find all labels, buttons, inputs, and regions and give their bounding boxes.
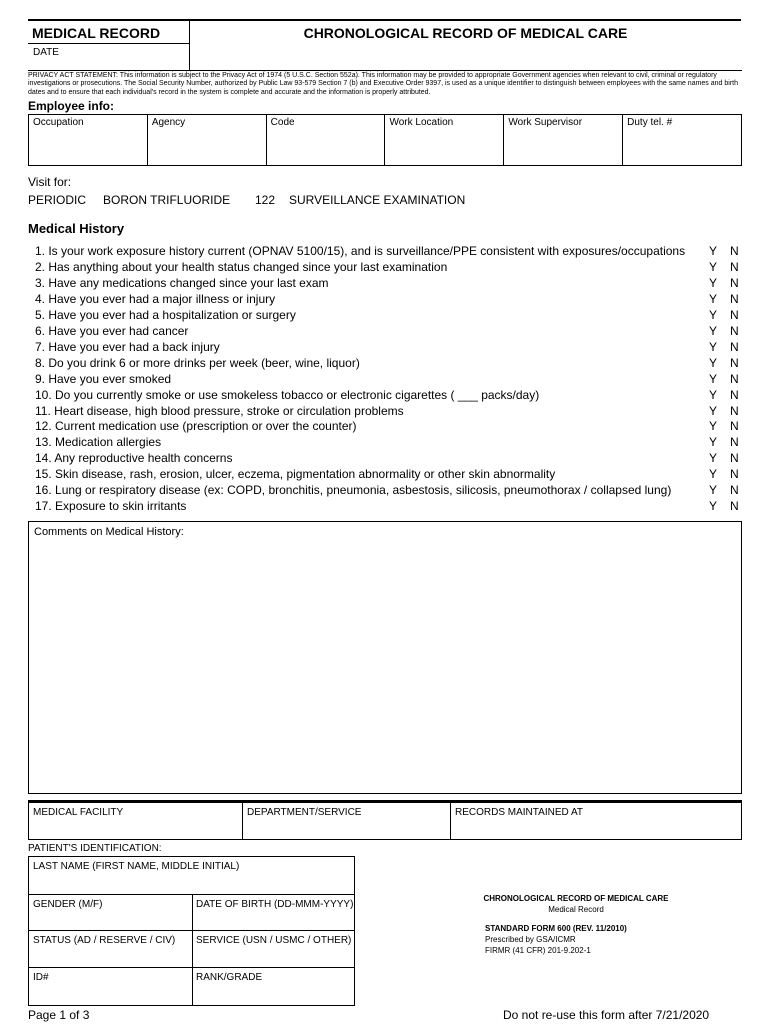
yes-option[interactable]: Y (709, 483, 718, 498)
yes-option[interactable]: Y (709, 244, 718, 258)
history-question-row (35, 419, 741, 435)
pid-rule-2 (29, 930, 354, 931)
date-field[interactable] (28, 43, 190, 71)
pid-divider (192, 894, 193, 1005)
history-question-row (35, 451, 741, 467)
history-question-text: 11. Heart disease, high blood pressure, stroke or circulation problems (35, 403, 404, 418)
yes-option[interactable]: Y (709, 259, 718, 274)
history-question-text: 10. Do you currently smoke or use smokeless tobacco or electronic cigarettes ( ___ packs/day) (35, 387, 540, 402)
yes-option[interactable]: Y (709, 371, 718, 386)
yes-option[interactable]: Y (709, 387, 718, 402)
pid-rule-3 (29, 967, 354, 968)
facility-divider-2 (450, 803, 451, 839)
comments-label: Comments on Medical History: (34, 526, 184, 538)
yes-option[interactable]: Y (709, 419, 718, 434)
no-option[interactable]: N (730, 435, 739, 450)
no-option[interactable]: N (730, 451, 739, 466)
no-option[interactable]: N (730, 371, 739, 386)
service-label: SERVICE (USN / USMC / OTHER) (196, 935, 352, 946)
history-question-row (35, 324, 741, 340)
occupation-field[interactable] (29, 115, 148, 165)
yes-option[interactable]: Y (709, 355, 718, 370)
form-title: CHRONOLOGICAL RECORD OF MEDICAL CARE (303, 25, 628, 41)
rank-label: RANK/GRADE (196, 972, 263, 983)
yes-option[interactable]: Y (709, 435, 718, 450)
yes-option[interactable]: Y (709, 323, 718, 338)
records-label: RECORDS MAINTAINED AT (455, 807, 583, 818)
history-question-row (35, 388, 741, 404)
date-label: DATE (33, 47, 59, 58)
no-option[interactable]: N (730, 339, 739, 354)
history-question-text: 15. Skin disease, rash, erosion, ulcer, eczema, pigmentation abnormality or other skin abnormality (35, 467, 556, 482)
visit-agent: BORON TRIFLUORIDE (103, 193, 231, 207)
page-number: Page 1 of 3 (28, 1008, 90, 1022)
yes-option[interactable]: Y (709, 339, 718, 354)
duty-tel-field[interactable] (623, 115, 741, 165)
work-supervisor-label: Work Supervisor (508, 117, 583, 128)
yes-option[interactable]: Y (709, 307, 718, 322)
code-field[interactable] (267, 115, 386, 165)
no-option[interactable]: N (730, 403, 739, 418)
history-question-row (35, 499, 741, 515)
department-label: DEPARTMENT/SERVICE (247, 807, 362, 818)
visit-code: 122 (255, 193, 276, 207)
reuse-notice: Do not re-use this form after 7/21/2020 (503, 1008, 710, 1022)
history-question-row (35, 308, 741, 324)
patient-id-table (28, 856, 355, 1006)
id-label: ID# (33, 972, 49, 983)
medical-history-heading: Medical History (28, 221, 125, 236)
no-option[interactable]: N (730, 483, 739, 498)
history-question-text: 14. Any reproductive health concerns (35, 451, 233, 466)
duty-tel-label: Duty tel. # (627, 117, 673, 128)
form-firmr: FIRMR (41 CFR) 201-9.202-1 (485, 946, 591, 955)
history-question-text: 1. Is your work exposure history current (OPNAV 5100/15), and is surveillance/PPE consistent with exposures/occupations (35, 244, 686, 258)
yes-option[interactable]: Y (709, 499, 718, 514)
gender-label: GENDER (M/F) (33, 899, 103, 910)
history-question-row (35, 340, 741, 356)
no-option[interactable]: N (730, 291, 739, 306)
work-location-field[interactable] (385, 115, 504, 165)
history-question-row (35, 404, 741, 420)
form-prescribed: Prescribed by GSA/ICMR (485, 935, 576, 944)
facility-divider-1 (242, 803, 243, 839)
history-question-row (35, 244, 741, 260)
header-bottom-rule (28, 70, 742, 71)
no-option[interactable]: N (730, 275, 739, 290)
employee-info-heading: Employee info: (28, 99, 115, 113)
history-question-row (35, 435, 741, 451)
yes-option[interactable]: Y (709, 403, 718, 418)
agency-field[interactable] (148, 115, 267, 165)
dob-label: DATE OF BIRTH (DD-MMM-YYYY) (196, 899, 354, 910)
yes-option[interactable]: Y (709, 451, 718, 466)
no-option[interactable]: N (730, 259, 739, 274)
code-label: Code (270, 117, 295, 128)
facility-table (28, 802, 742, 840)
history-question-text: 2. Has anything about your health status changed since your last examination (35, 259, 448, 274)
history-question-text: 4. Have you ever had a major illness or injury (35, 291, 276, 306)
work-supervisor-field[interactable] (504, 115, 623, 165)
history-question-text: 7. Have you ever had a back injury (35, 339, 220, 354)
no-option[interactable]: N (730, 387, 739, 402)
history-question-text: 3. Have any medications changed since your last exam (35, 275, 329, 290)
no-option[interactable]: N (730, 244, 739, 258)
visit-type: PERIODIC (28, 193, 87, 207)
history-question-text: 12. Current medication use (prescription or over the counter) (35, 419, 357, 434)
history-question-row (35, 292, 741, 308)
no-option[interactable]: N (730, 307, 739, 322)
form-info-title: CHRONOLOGICAL RECORD OF MEDICAL CARE (483, 894, 669, 903)
history-question-row (35, 276, 741, 292)
history-question-text: 9. Have you ever smoked (35, 371, 172, 386)
history-question-text: 8. Do you drink 6 or more drinks per week (beer, wine, liquor) (35, 355, 360, 370)
employee-info-table (28, 114, 742, 166)
work-location-label: Work Location (389, 117, 454, 128)
visit-label: Visit for: (28, 175, 72, 189)
yes-option[interactable]: Y (709, 275, 718, 290)
occupation-label: Occupation (33, 117, 84, 128)
form-standard: STANDARD FORM 600 (REV. 11/2010) (485, 924, 627, 933)
patient-id-heading: PATIENT'S IDENTIFICATION: (28, 843, 162, 854)
yes-option[interactable]: Y (709, 467, 718, 482)
history-question-text: 6. Have you ever had cancer (35, 323, 189, 338)
history-question-text: 16. Lung or respiratory disease (ex: COPD, bronchitis, pneumonia, asbestosis, silicosis, pneumothorax / collapsed lung) (35, 483, 672, 498)
history-question-row (35, 356, 741, 372)
no-option[interactable]: N (730, 467, 739, 482)
history-question-text: 5. Have you ever had a hospitalization or surgery (35, 307, 296, 322)
visit-exam: SURVEILLANCE EXAMINATION (289, 193, 466, 207)
history-question-row (35, 483, 741, 499)
privacy-statement: PRIVACY ACT STATEMENT: This information is subject to the Privacy Act of 1974 (5 U.S.C. Section 552a). This information may be provided to appropriate Government agencies when relevant to civil, criminal or regulatory investigations or prosecutions. The Social Security Number, authorized by Public Law 93-579 Section 7 (b) and Executive Order 9397, is used as a unique identifier to distinguish between employees with the same names and birth dates and to ensure that each individual's record in the system is complete and accurate and the information is properly attributed. (28, 72, 738, 96)
form-info-subtitle: Medical Record (548, 905, 604, 914)
no-option[interactable]: N (730, 355, 739, 370)
no-option[interactable]: N (730, 419, 739, 434)
form-type-title: MEDICAL RECORD (32, 25, 161, 41)
agency-label: Agency (151, 117, 186, 128)
medical-facility-label: MEDICAL FACILITY (33, 807, 124, 818)
no-option[interactable]: N (730, 323, 739, 338)
no-option[interactable]: N (730, 499, 739, 514)
last-name-label: LAST NAME (FIRST NAME, MIDDLE INITIAL) (33, 861, 240, 872)
history-question-row (35, 372, 741, 388)
yes-option[interactable]: Y (709, 291, 718, 306)
history-question-text: 13. Medication allergies (35, 435, 162, 450)
status-label: STATUS (AD / RESERVE / CIV) (33, 935, 176, 946)
history-question-text: 17. Exposure to skin irritants (35, 499, 187, 514)
comments-box[interactable] (28, 521, 742, 794)
history-question-row (35, 260, 741, 276)
history-question-row (35, 467, 741, 483)
